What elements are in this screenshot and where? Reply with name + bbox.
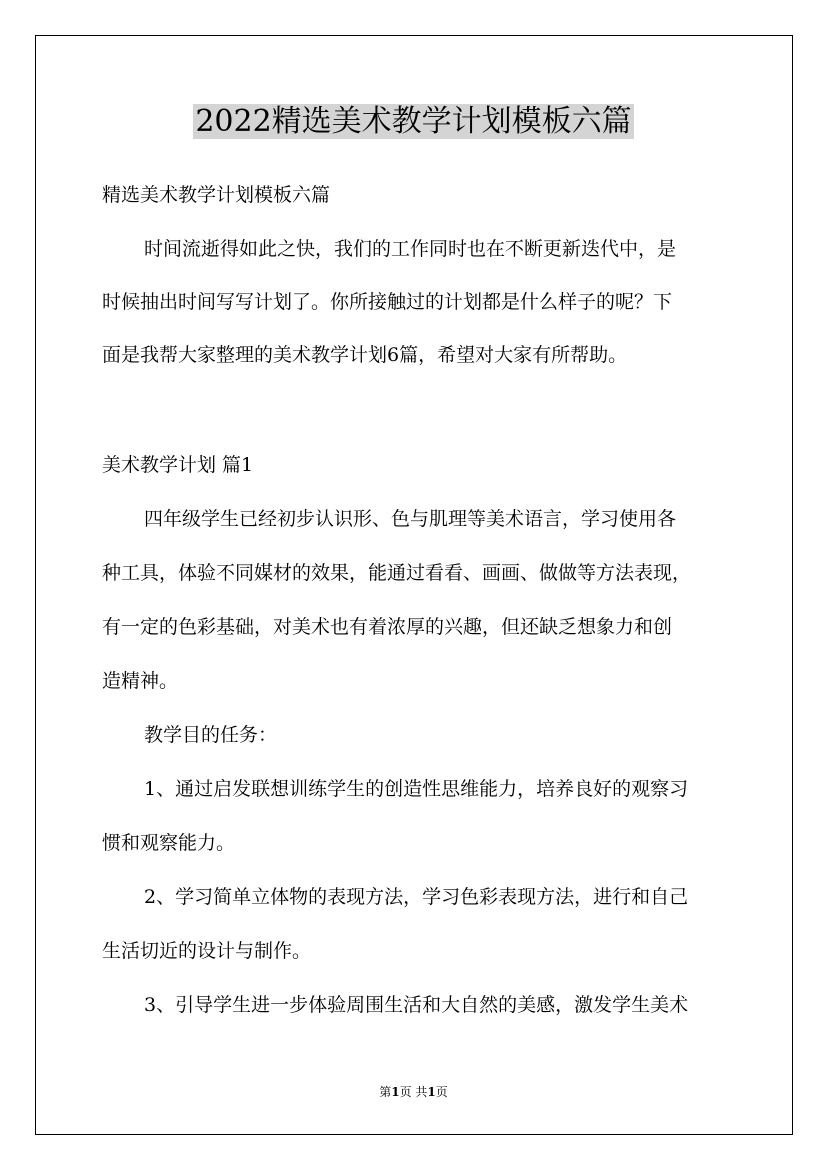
tasks-heading: 教学目的任务： bbox=[144, 724, 278, 746]
task-line: 惯和观察能力。 bbox=[102, 832, 236, 854]
document-title bbox=[0, 102, 827, 142]
paragraph-line: 造精神。 bbox=[102, 670, 179, 692]
footer-page-number: 1 bbox=[391, 1085, 400, 1099]
task-line: 1、通过启发联想训练学生的创造性思维能力，培养良好的观察习 bbox=[144, 778, 689, 800]
intro-line: 面是我帮大家整理的美术教学计划6篇，希望对大家有所帮助。 bbox=[102, 344, 628, 366]
task-line: 2、学习简单立体物的表现方法，学习色彩表现方法，进行和自己 bbox=[144, 886, 689, 908]
footer-page-total: 1 bbox=[427, 1085, 436, 1099]
footer-prefix: 第 bbox=[379, 1085, 392, 1099]
task-line: 3、引导学生进一步体验周围生活和大自然的美感，激发学生美术 bbox=[144, 994, 689, 1016]
page-footer bbox=[0, 1084, 827, 1100]
document-subtitle: 精选美术教学计划模板六篇 bbox=[102, 184, 331, 206]
paragraph-line: 有一定的色彩基础，对美术也有着浓厚的兴趣，但还缺乏想象力和创 bbox=[102, 616, 673, 638]
intro-line: 时间流逝得如此之快，我们的工作同时也在不断更新迭代中，是 bbox=[144, 238, 677, 260]
paragraph-line: 四年级学生已经初步认识形、色与肌理等美术语言，学习使用各 bbox=[144, 508, 677, 530]
paragraph-line: 种工具，体验不同媒材的效果，能通过看看、画画、做做等方法表现， bbox=[102, 562, 692, 584]
section-heading: 美术教学计划 篇1 bbox=[102, 454, 254, 476]
footer-suffix: 页 bbox=[435, 1085, 448, 1099]
document-title-text: 2022精选美术教学计划模板六篇 bbox=[195, 104, 632, 139]
task-line: 生活切近的设计与制作。 bbox=[102, 940, 312, 962]
intro-line: 时候抽出时间写写计划了。你所接触过的计划都是什么样子的呢？下 bbox=[102, 291, 673, 313]
footer-mid: 页 共 bbox=[399, 1085, 428, 1099]
